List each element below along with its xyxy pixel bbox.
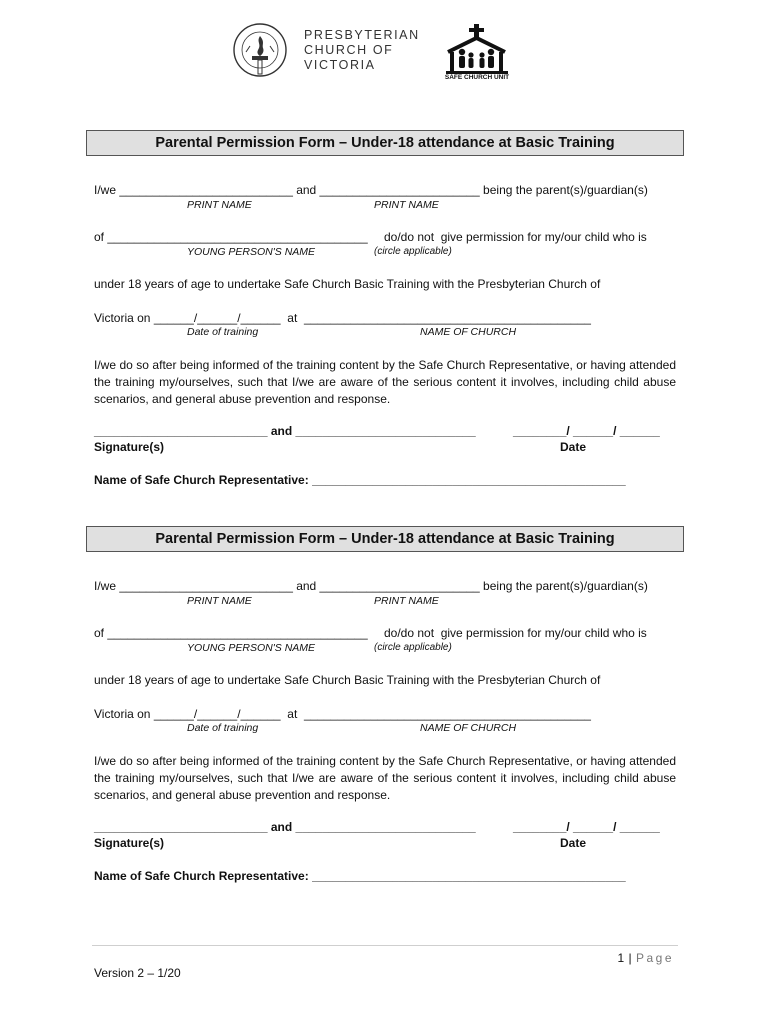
church-name-label: NAME OF CHURCH [420, 326, 517, 338]
org-name-line: VICTORIA [304, 58, 376, 72]
young-person-line: of _______________________________________ [94, 626, 368, 640]
form-title: Parental Permission Form – Under-18 attendance at Basic Training [86, 130, 684, 156]
representative-line: Name of Safe Church Representative: _______________________________________________ [94, 869, 626, 883]
parent-names-line: I/we __________________________ and ________________________ being the parent(s)/guardian(s) [94, 579, 648, 593]
date-label: Date [560, 440, 587, 454]
print-name-label: PRINT NAME [187, 595, 252, 607]
permission-choice-text: do/do not give permission for my/our child who is [384, 230, 647, 244]
org-name-line: PRESBYTERIAN [304, 28, 420, 42]
print-name-label: PRINT NAME [374, 595, 439, 607]
young-person-label: YOUNG PERSON'S NAME [187, 246, 316, 258]
letterhead [232, 18, 532, 84]
print-name-label: PRINT NAME [187, 199, 252, 211]
page-separator: | [628, 951, 633, 965]
burning-bush-seal-icon [232, 22, 288, 78]
signature-label: Signature(s) [94, 440, 165, 454]
page-word: Page [635, 951, 674, 965]
date-label: Date [560, 836, 587, 850]
representative-line: Name of Safe Church Representative: _______________________________________________ [94, 473, 626, 487]
signature-label: Signature(s) [94, 836, 165, 850]
signature-line: __________________________ and ___________________________ [94, 424, 476, 438]
training-date-line: Victoria on ______/______/______ at ___________________________________________ [94, 707, 591, 721]
young-person-label: YOUNG PERSON'S NAME [187, 642, 316, 654]
footer-divider [92, 945, 678, 946]
form-title: Parental Permission Form – Under-18 attendance at Basic Training [86, 526, 684, 552]
date-of-training-label: Date of training [187, 326, 259, 338]
page-number-value: 1 [617, 951, 625, 965]
young-person-line: of _______________________________________ [94, 230, 368, 244]
unit-label: SAFE CHURCH UNIT [444, 74, 510, 81]
circle-applicable-label: (circle applicable) [374, 246, 452, 257]
org-name-line: CHURCH OF [304, 43, 394, 57]
consent-paragraph: I/we do so after being informed of the training content by the Safe Church Representative, or having attended the training my/ourselves, such that I/we are aware of the serious content it involves, including child abuse scenarios, and general abuse prevention and response. [94, 754, 676, 802]
parent-names-line: I/we __________________________ and ________________________ being the parent(s)/guardian(s) [94, 183, 648, 197]
date-line: ________/ ______/ ______ [513, 820, 660, 834]
version-label: Version 2 – 1/20 [94, 966, 181, 980]
church-name-label: NAME OF CHURCH [420, 722, 517, 734]
consent-paragraph: I/we do so after being informed of the training content by the Safe Church Representative, or having attended the training my/ourselves, such that I/we are aware of the serious content it involves, including child abuse scenarios, and general abuse prevention and response. [94, 358, 676, 406]
print-name-label: PRINT NAME [374, 199, 439, 211]
date-line: ________/ ______/ ______ [513, 424, 660, 438]
date-of-training-label: Date of training [187, 722, 259, 734]
training-date-line: Victoria on ______/______/______ at ___________________________________________ [94, 311, 591, 325]
organisation-name [304, 28, 420, 73]
age-statement-line: under 18 years of age to undertake Safe Church Basic Training with the Presbyterian Church of [94, 277, 601, 291]
circle-applicable-label: (circle applicable) [374, 642, 452, 653]
permission-choice-text: do/do not give permission for my/our child who is [384, 626, 647, 640]
signature-line: __________________________ and ___________________________ [94, 820, 476, 834]
page-number [617, 951, 674, 965]
age-statement-line: under 18 years of age to undertake Safe Church Basic Training with the Presbyterian Church of [94, 673, 601, 687]
